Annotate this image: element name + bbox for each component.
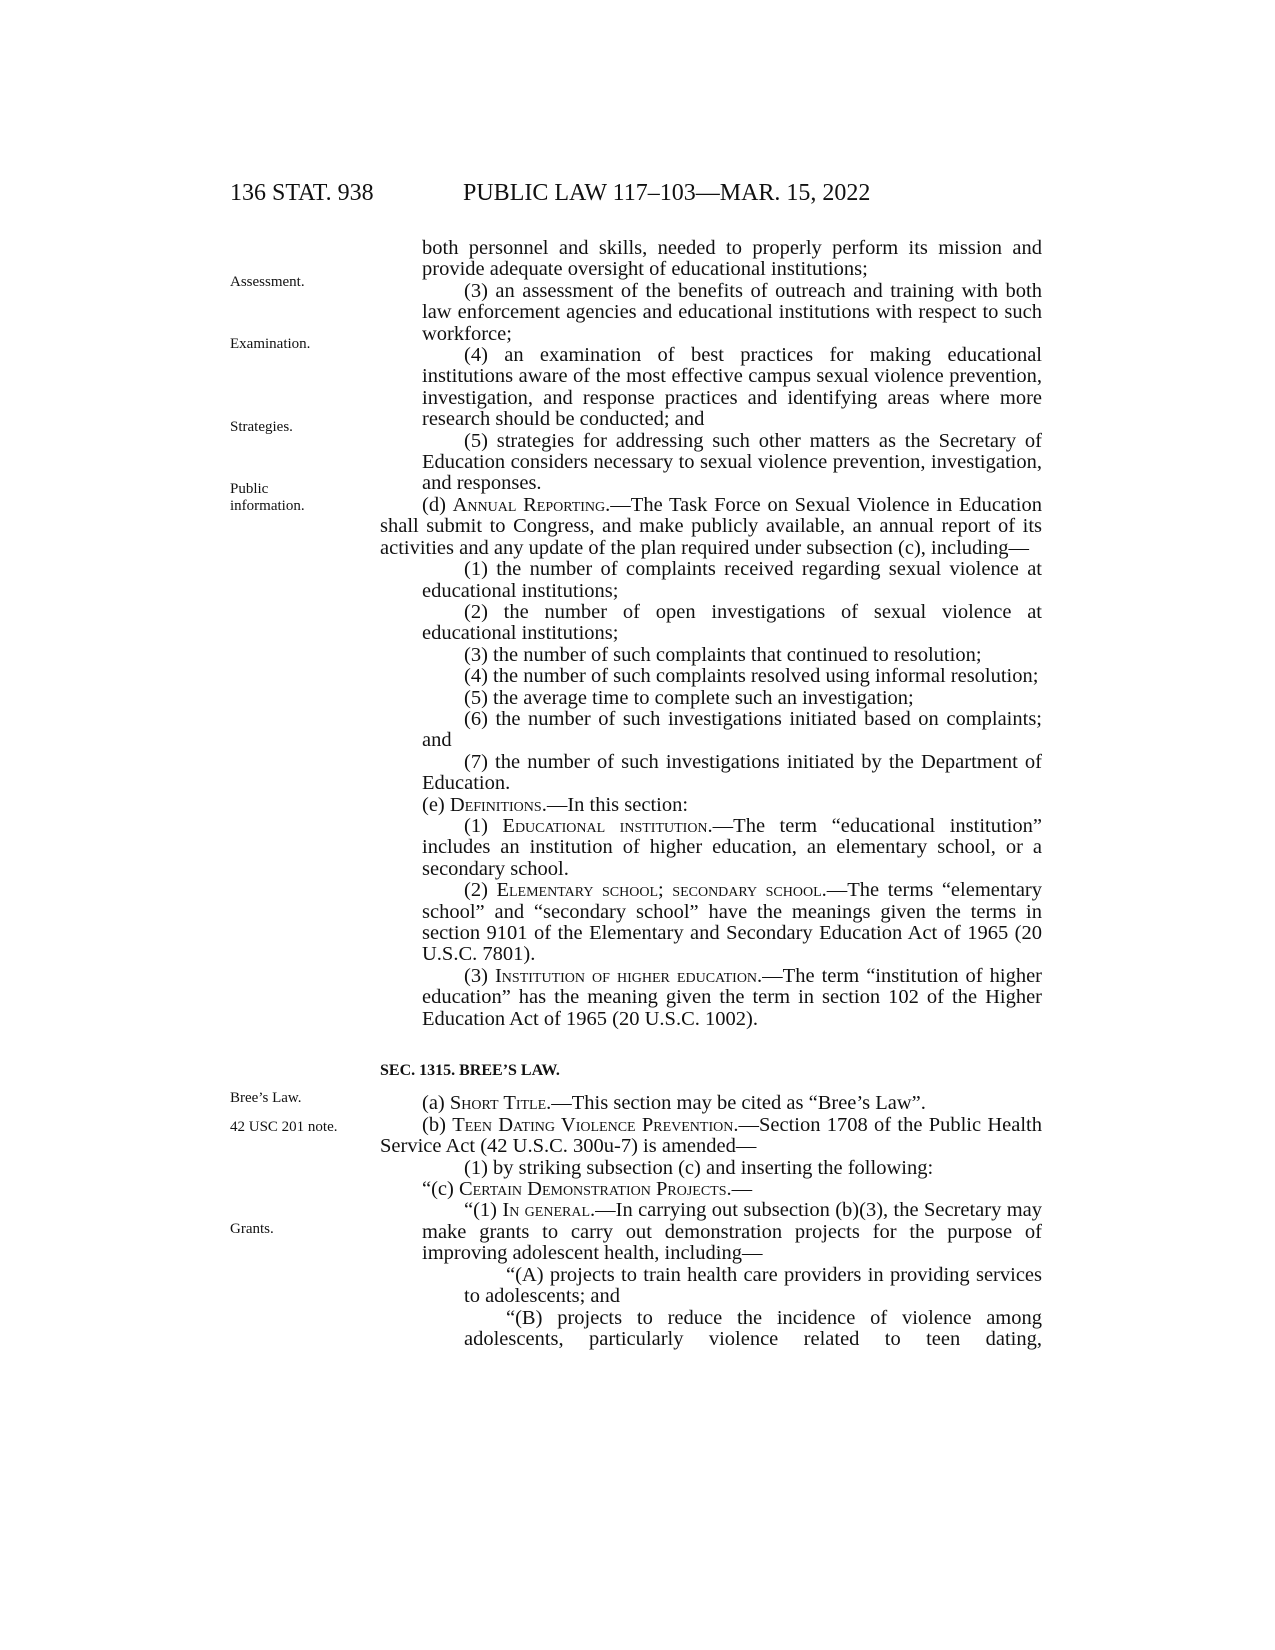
definition: (2) Elementary school; secondary school.—The terms “elementary school” and “secondary school” have the meanings given the terms in section 9101 of the Elementary and Secondary Education Act of 1965 (20 U.S.C. 7801). xyxy=(422,879,1042,966)
heading-institution-higher-education: Institution of higher education. xyxy=(494,964,763,987)
paragraph: (3) an assessment of the benefits of outreach and training with both law enforcement agencies and educational institutions with respect to such workforce; xyxy=(422,279,1042,345)
definition: (1) Educational institution.—The term “educational institution” includes an institution of higher education, an elementary school, or a secondary school. xyxy=(422,814,1042,880)
margin-note-public-information: Public information. xyxy=(230,481,305,514)
inserted-subsection-c: “(c) Certain Demonstration Projects.— xyxy=(422,1178,753,1201)
subsection-e: (e) Definitions.—In this section: xyxy=(422,793,689,816)
paragraph: (1) the number of complaints received regarding sexual violence at educational institutions; xyxy=(422,558,1042,602)
paragraph: (3) the number of such complaints that continued to resolution; xyxy=(464,643,982,666)
subsection-a: (a) Short Title.—This section may be cited as “Bree’s Law”. xyxy=(422,1092,926,1115)
subsection-b: (b) Teen Dating Violence Prevention.—Section 1708 of the Public Health Service Act (42 U.S.C. 300u-7) is amended— xyxy=(380,1113,1043,1158)
paragraph: “(A) projects to train health care providers in providing services to adolescents; and xyxy=(464,1263,1042,1308)
paragraph: both personnel and skills, needed to properly perform its mission and provide adequate oversight of educational institutions; xyxy=(422,237,1042,281)
paragraph: (5) the average time to complete such an investigation; xyxy=(464,686,914,709)
margin-note-brees-law: Bree’s Law. xyxy=(230,1090,302,1106)
paragraph: (5) strategies for addressing such other matters as the Secretary of Education considers necessary to sexual violence prevention, investigation, and responses. xyxy=(422,429,1042,495)
margin-note-examination: Examination. xyxy=(230,336,311,352)
heading-educational-institution: Educational institution. xyxy=(502,814,713,837)
paragraph: (1) by striking subsection (c) and inserting the following: xyxy=(464,1156,934,1179)
statute-text xyxy=(380,238,1042,1350)
heading-teen-dating-violence: Teen Dating Violence Prevention. xyxy=(452,1113,739,1136)
heading-definitions: Definitions. xyxy=(449,793,547,816)
margin-note-grants: Grants. xyxy=(230,1221,274,1237)
paragraph: (7) the number of such investigations initiated by the Department of Education. xyxy=(422,750,1042,795)
heading-short-title: Short Title. xyxy=(449,1092,552,1115)
paragraph: (4) an examination of best practices for making educational institutions aware of the most effective campus sexual violence prevention, investigation, and response practices and identifying areas where more research should be conducted; and xyxy=(422,344,1042,431)
public-law-title: PUBLIC LAW 117–103—MAR. 15, 2022 xyxy=(463,180,871,206)
stat-page-number: 136 STAT. 938 xyxy=(230,180,374,206)
heading-demonstration-projects: Certain Demonstration Projects. xyxy=(458,1178,732,1201)
subsection-d: (d) Annual Reporting.—The Task Force on Sexual Violence in Education shall submit to Congress, and make publicly available, an annual report of its activities and any update of the plan required under subsection (c), including— xyxy=(380,493,1043,559)
margin-note-usc: 42 USC 201 note. xyxy=(230,1119,338,1135)
paragraph: (6) the number of such investigations initiated based on complaints; and xyxy=(422,707,1042,752)
definition: (3) Institution of higher education.—The term “institution of higher education” has the meaning given the term in section 102 of the Higher Education Act of 1965 (20 U.S.C. 1002). xyxy=(422,964,1043,1030)
margin-note-assessment: Assessment. xyxy=(230,274,305,290)
paragraph: “(B) projects to reduce the incidence of violence among adolescents, particularly violence related to teen dating, xyxy=(464,1306,1042,1350)
heading-elementary-secondary-school: Elementary school; secondary school. xyxy=(496,879,827,902)
paragraph: (2) the number of open investigations of sexual violence at educational institutions; xyxy=(422,600,1042,645)
paragraph: (4) the number of such complaints resolved using informal resolution; xyxy=(464,665,1039,688)
margin-note-strategies: Strategies. xyxy=(230,419,293,435)
running-header xyxy=(230,180,1060,212)
paragraph: “(1) In general.—In carrying out subsection (b)(3), the Secretary may make grants to carry out demonstration projects for the purpose of improving adolescent health, including— xyxy=(422,1199,1042,1265)
heading-in-general: In general. xyxy=(502,1199,596,1222)
section-heading: SEC. 1315. BREE’S LAW. xyxy=(380,1062,560,1080)
heading-annual-reporting: Annual Reporting. xyxy=(452,493,611,516)
